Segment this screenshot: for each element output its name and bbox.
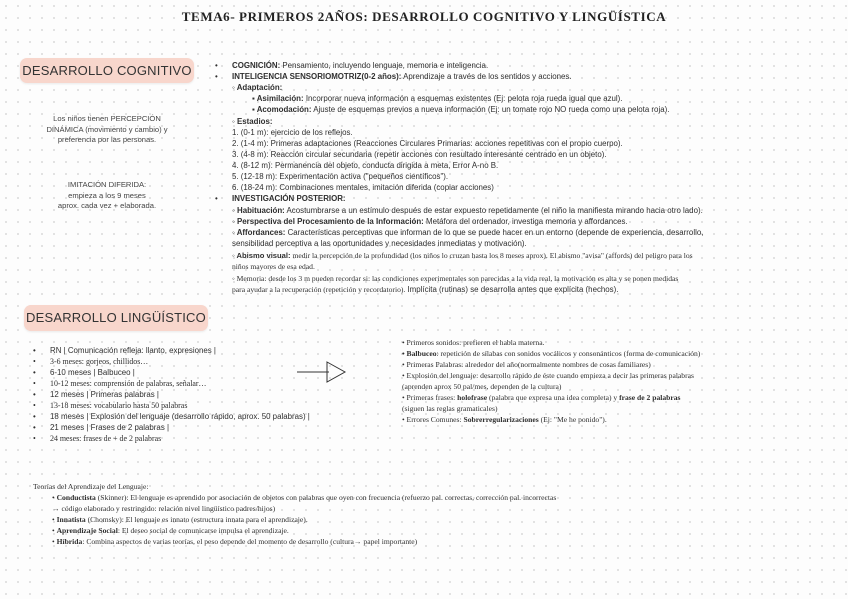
affordances-line-2: sensibilidad perceptiva a las oportunidades y necesidades inmediatas y motivación). — [232, 239, 527, 248]
teoria-conductista — [52, 492, 556, 503]
term: ▪ Acomodación: — [252, 105, 312, 114]
bullet-icon: • — [52, 537, 57, 546]
teoria-innatista — [52, 514, 308, 525]
definition: (palabra que expresa una idea completa) y — [487, 393, 620, 402]
definition: (Ej: "Me he ponido"). — [538, 415, 607, 424]
term: Aprendizaje Social — [56, 526, 118, 535]
hito-item — [33, 400, 188, 411]
bullet-icon: • — [33, 368, 36, 377]
page-title: TEMA6- PRIMEROS 2AÑOS: DESARROLLO COGNITIVO Y LINGÜÍSTICA — [181, 9, 667, 24]
definition: Incorporar nueva información a esquemas existentes (Ej: pelota roja rueda igual que azul). — [303, 94, 623, 103]
definition: Implícita (rutinas) se desarrolla antes que explícita (hechos). — [405, 285, 619, 294]
definition: • Primeras frases: — [402, 393, 458, 402]
term: ◦ Adaptación: — [232, 83, 283, 92]
hito-item — [33, 411, 310, 422]
bullet-icon: • — [33, 390, 36, 399]
right-arrow-icon — [296, 360, 348, 384]
adaptacion-heading — [232, 82, 282, 93]
hito-item — [33, 433, 162, 444]
memoria-line-2 — [232, 284, 618, 295]
term: Conductista — [56, 493, 96, 502]
bullet-icon: • — [52, 493, 57, 502]
detalle-primeros-sonidos: • Primeros sonidos: prefieren el habla materna. — [402, 338, 545, 347]
hito-text: 10-12 meses: comprensión de palabras, señalar… — [50, 379, 207, 388]
side-note-line: IMITACIÓN DIFERIDA: — [67, 180, 147, 189]
definition: Ajuste de esquemas previos a nueva información (Ej: un tomate rojo NO rueda como una pelota roja). — [311, 105, 670, 114]
term: INTELIGENCIA SENSORIOMOTRIZ(0-2 años): — [232, 72, 402, 81]
detalle-errores — [402, 414, 607, 425]
estadio-item: 2. (1-4 m): Primeras adaptaciones (Reacciones Circulares Primarias: acciones repetitivas con el propio cuerpo). — [232, 139, 623, 148]
term: INVESTIGACIÓN POSTERIOR: — [232, 194, 346, 203]
estadio-item: 6. (18-24 m): Combinaciones mentales, imitación diferida (copiar acciones) — [232, 183, 494, 192]
hito-text: 21 meses | Frases de 2 palabras | — [50, 423, 170, 432]
side-note-line: aprox. cada vez + elaborada. — [57, 201, 157, 210]
definition: : Combina aspectos de varias teorías, el peso depende del momento de desarrollo (cultura→ papel importante) — [82, 537, 418, 546]
habituacion-line — [232, 205, 703, 216]
estadio-item: 3. (4-8 m): Reacción circular secundaria (repetir acciones con resultado interesante centrado en un objeto). — [232, 150, 607, 159]
hito-text: 18 meses | Explosión del lenguaje (desarrollo rápido, aprox. 50 palabras) | — [50, 412, 310, 421]
hito-text: 3-6 meses: gorjeos, chillidos… — [50, 357, 149, 366]
definition: : El deseo social de comunicarse impulsa el aprendizaje. — [117, 526, 289, 535]
cognicion-line — [215, 60, 489, 71]
section-linguistico-header: DESARROLLO LINGÜÍSTICO — [24, 305, 208, 331]
bullet-icon: • — [215, 61, 218, 70]
detalle-primeras-palabras: • Primeras Palabras: alrededor del año(normalmente nombres de cosas familiares) — [402, 360, 651, 369]
hito-text: 12 meses | Primeras palabras | — [50, 390, 159, 399]
term: ◦ Affordances: — [232, 228, 286, 237]
side-note-line: preferencia por las personas. — [57, 135, 157, 144]
side-note-percepcion — [22, 114, 192, 146]
term: Innatista — [56, 515, 86, 524]
term: COGNICIÓN: — [232, 61, 281, 70]
detalle-primeras-frases — [402, 392, 681, 403]
definition: (Skinner): El lenguaje es aprendido por asociación de objetos con palabras que oyen con frecuencia (refuerzo pal. correctas, corrección pal. incorrectas — [95, 493, 557, 502]
term: holofrase — [457, 393, 488, 402]
hito-text: 13-18 meses: vocabulario hasta 50 palabras — [50, 401, 188, 410]
detalle-primeras-frases-2: (siguen las reglas gramaticales) — [402, 404, 498, 413]
term: ◦ Habituación: — [232, 206, 285, 215]
side-note-imitacion — [22, 180, 192, 212]
abismo-line-2: niños mayores de esa edad. — [232, 262, 315, 271]
bullet-icon: • — [215, 194, 218, 203]
definition: Metáfora del ordenador, investiga memoria y affordances. — [423, 217, 628, 226]
perspectiva-line — [232, 216, 628, 227]
memoria-line: ◦ Memoria: desde los 3 m pueden recordar si: las condiciones experimentales son parecidas a la vida real, la motivación es alta y se ponen medidas — [232, 274, 679, 283]
definition: Acostumbrarse a un estímulo después de estar expuesto repetidamente (el niño la manifiesta mirando hacia otro lado). — [284, 206, 703, 215]
definition: medir la percepción de la profundidad (los niños lo cruzan hasta los 8 meses aprox). El abismo "avisa" (affords) del peligro para los — [290, 251, 693, 260]
sensoriomotriz-line — [215, 71, 572, 82]
term: • Balbuceo — [402, 349, 437, 358]
bullet-icon: • — [33, 412, 36, 421]
affordances-line — [232, 227, 703, 238]
hito-item — [33, 367, 135, 378]
hito-text: 24 meses: frases de + de 2 palabras — [50, 434, 162, 443]
bullet-icon: • — [215, 72, 218, 81]
estadio-item: 1. (0-1 m): ejercicio de los reflejos. — [232, 128, 353, 137]
term: frase de 2 palabras — [619, 393, 681, 402]
detalle-balbuceo — [402, 348, 700, 359]
teoria-social — [52, 525, 289, 536]
bullet-icon: • — [33, 423, 36, 432]
bullet-icon: • — [33, 346, 36, 355]
estadio-item: 5. (12-18 m): Experimentación activa ("pequeños científicos"). — [232, 172, 449, 181]
hito-text: RN | Comunicación refleja: llanto, expresiones | — [50, 346, 216, 355]
teoria-conductista-2: → código elaborado y restringido: relación nivel lingüístico padres/hijos) — [52, 504, 276, 513]
term: ◦ Abismo visual: — [232, 251, 291, 260]
asimilacion-line — [252, 93, 623, 104]
bullet-icon: • — [33, 401, 36, 410]
bullet-icon: • — [52, 526, 57, 535]
hito-item — [33, 356, 149, 367]
bullet-icon: • — [52, 515, 57, 524]
estadio-item: 4. (8-12 m): Permanencia del objeto, conducta dirigida a meta, Error A-no B. — [232, 161, 499, 170]
bullet-icon: • — [33, 357, 36, 366]
detalle-explosion: • Explosión del lenguaje: desarrollo rápido de éste cuando empieza a decir las primeras palabras — [402, 371, 694, 380]
hito-text: 6-10 meses | Balbuceo | — [50, 368, 135, 377]
term: ▪ Asimilación: — [252, 94, 304, 103]
definition: para ayudar a la recuperación (repetición y recordatorio). — [232, 285, 406, 294]
definition: Características perceptivas que informan de lo que se puede hacer en un entorno (depende de experiencia, desarrollo, — [285, 228, 704, 237]
definition: Pensamiento, incluyendo lenguaje, memoria e inteligencia. — [280, 61, 489, 70]
hito-item — [33, 378, 207, 389]
hito-item — [33, 345, 216, 356]
detalle-explosion-2: (aprenden aprox 50 pal/mes, dependen de la cultura) — [402, 382, 562, 391]
term: ◦ Perspectiva del Procesamiento de la Información: — [232, 217, 424, 226]
teorias-heading: Teorías del Aprendizaje del Lenguaje: — [33, 482, 149, 491]
section-cognitivo-header: DESARROLLO COGNITIVO — [20, 58, 194, 83]
side-note-line: DINÁMICA (movimiento y cambio) y — [46, 124, 168, 134]
bullet-icon: • — [33, 379, 36, 388]
hito-item — [33, 389, 159, 400]
term: Híbrida — [56, 537, 83, 546]
definition: Aprendizaje a través de los sentidos y acciones. — [401, 72, 572, 81]
acomodacion-line — [252, 104, 669, 115]
term: ◦ Estadios: — [232, 117, 273, 126]
definition: (Chomsky): El lenguaje es innato (estructura innata para el aprendizaje). — [85, 515, 308, 524]
bullet-icon: • — [33, 434, 36, 443]
side-note-line: empieza a los 9 meses — [68, 190, 146, 200]
definition: : repetición de sílabas con sonidos vocálicos y consonánticos (forma de comunicación) — [436, 349, 701, 358]
estadios-heading — [232, 116, 273, 127]
hito-item — [33, 422, 170, 433]
investigacion-heading — [215, 193, 346, 204]
side-note-line: Los niños tienen PERCEPCIÓN — [53, 114, 161, 123]
teoria-hibrida — [52, 536, 417, 547]
term: Sobrerregularizaciones — [463, 415, 539, 424]
abismo-line — [232, 250, 693, 261]
definition: • Errores Comunes: — [402, 415, 464, 424]
